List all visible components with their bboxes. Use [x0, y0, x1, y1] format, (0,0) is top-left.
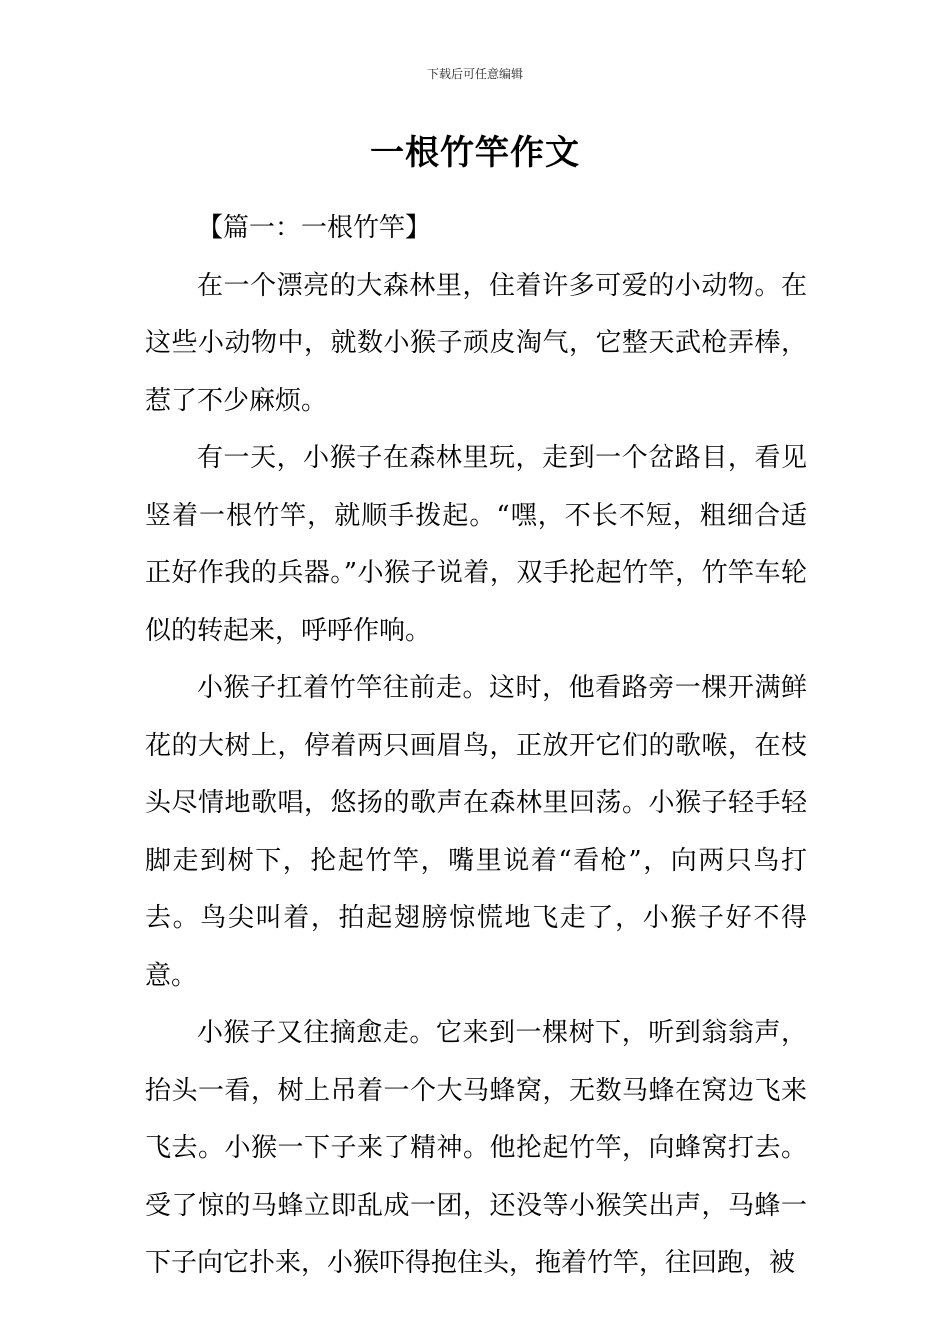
document-title: 一根竹竿作文: [370, 133, 580, 173]
document-body: [145, 200, 807, 1293]
section-heading: 【篇一：一根竹竿】: [197, 213, 432, 243]
paragraph-2: 有一天，小猴子在森林里玩，走到一个岔路目，看见竖着一根竹竿，就顺手拨起。“嘿，不长不短，粗细合适正好作我的兵器。”小猴子说着，双手抡起竹竿，竹竿车轮似的转起来，呼呼作响。: [145, 443, 807, 646]
paragraph-1: 在一个漂亮的大森林里，住着许多可爱的小动物。在这些小动物中，就数小猴子顽皮淘气，它整天武枪弄棒，惹了不少麻烦。: [145, 270, 807, 416]
paragraph-4: 小猴子又往摘愈走。它来到一棵树下，听到翁翁声，抬头一看，树上吊着一个大马蜂窝，无数马蜂在窝边飞来飞去。小猴一下子来了精神。他抡起竹竿，向蜂窝打去。受了惊的马蜂立即乱成一团，还没等小猴笑出声，马蜂一下子向它扑来，小猴吓得抱住头，拖着竹竿，往回跑，被: [145, 1018, 807, 1278]
page-header-note: 下载后可任意编辑: [426, 67, 523, 81]
paragraph-3: 小猴子扛着竹竿往前走。这时，他看路旁一棵开满鲜花的大树上，停着两只画眉鸟，正放开它们的歌喉，在枝头尽情地歌唱，悠扬的歌声在森林里回荡。小猴子轻手轻脚走到树下，抡起竹竿，嘴里说着“看枪”，向两只鸟打去。鸟尖叫着，拍起翅膀惊慌地飞走了，小猴子好不得意。: [145, 673, 807, 991]
